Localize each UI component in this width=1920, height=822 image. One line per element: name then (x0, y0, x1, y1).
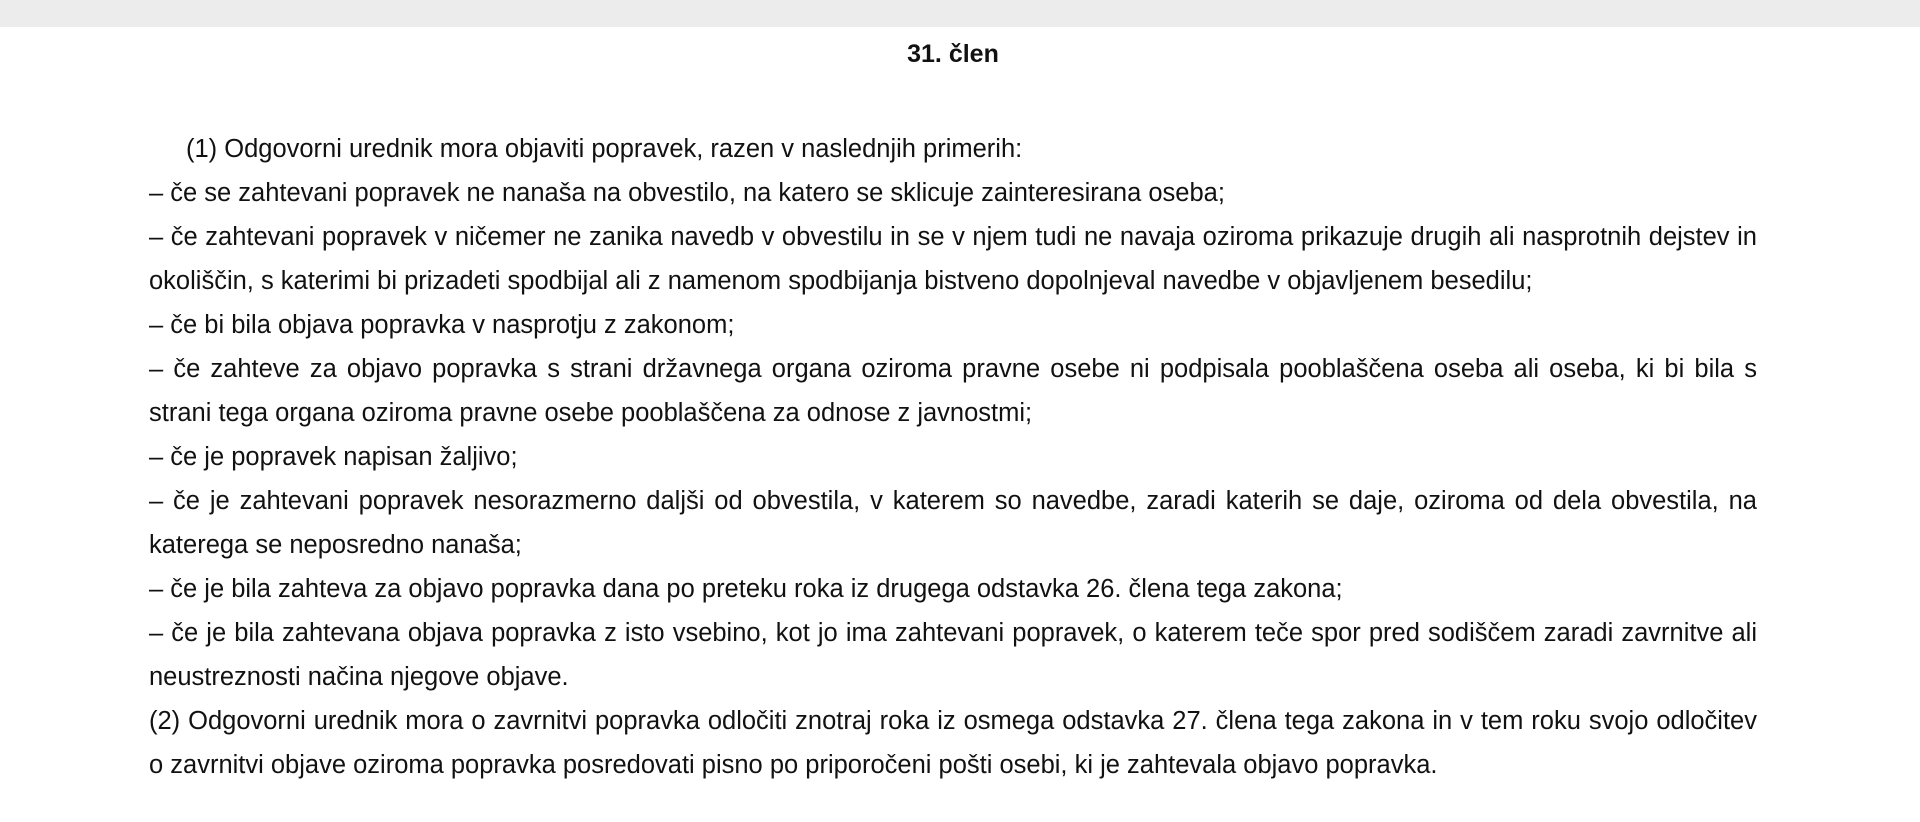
list-item: – če se zahtevani popravek ne nanaša na obvestilo, na katero se sklicuje zainteresirana oseba; (149, 179, 1225, 207)
list-item: – če zahtevani popravek v ničemer ne zanika navedb v obvestilu in se v njem tudi ne navaja oziroma prikazuje drugih ali nasprotnih dejstev in okoliščin, s katerimi bi prizadeti spodbijal ali z namenom spodbijanja bistveno dopolnjeval navedbe v objavljenem besedilu; (149, 223, 1757, 295)
paragraph-1-intro: (1) Odgovorni urednik mora objaviti popravek, razen v naslednjih primerih: (186, 135, 1023, 163)
paragraph-2: (2) Odgovorni urednik mora o zavrnitvi popravka odločiti znotraj roka iz osmega odstavka 27. člena tega zakona in v tem roku svojo odločitev o zavrnitvi objave oziroma popravka posredovati pisno po priporočeni pošti osebi, ki je zahtevala objavo popravka. (149, 707, 1757, 779)
list-item: – če je bila zahtevana objava popravka z isto vsebino, kot jo ima zahtevani popravek, o katerem teče spor pred sodiščem zaradi zavrnitve ali neustreznosti načina njegove objave. (149, 619, 1757, 691)
list-item: – če zahteve za objavo popravka s strani državnega organa oziroma pravne osebe ni podpisala pooblaščena oseba ali oseba, ki bi bila s strani tega organa oziroma pravne osebe pooblaščena za odnose z javnostmi; (149, 355, 1757, 427)
article-body (149, 127, 1757, 787)
list-item: – če je zahtevani popravek nesorazmerno daljši od obvestila, v katerem so navedbe, zaradi katerih se daje, oziroma od dela obvestila, na katerega se neposredno nanaša; (149, 487, 1757, 559)
list-item: – če je bila zahteva za objavo popravka dana po preteku roka iz drugega odstavka 26. člena tega zakona; (149, 575, 1343, 603)
list-item: – če bi bila objava popravka v nasprotju z zakonom; (149, 311, 735, 339)
list-item: – če je popravek napisan žaljivo; (149, 443, 518, 471)
top-bar (0, 0, 1920, 27)
article (149, 27, 1757, 787)
article-title: 31. člen (907, 40, 999, 68)
